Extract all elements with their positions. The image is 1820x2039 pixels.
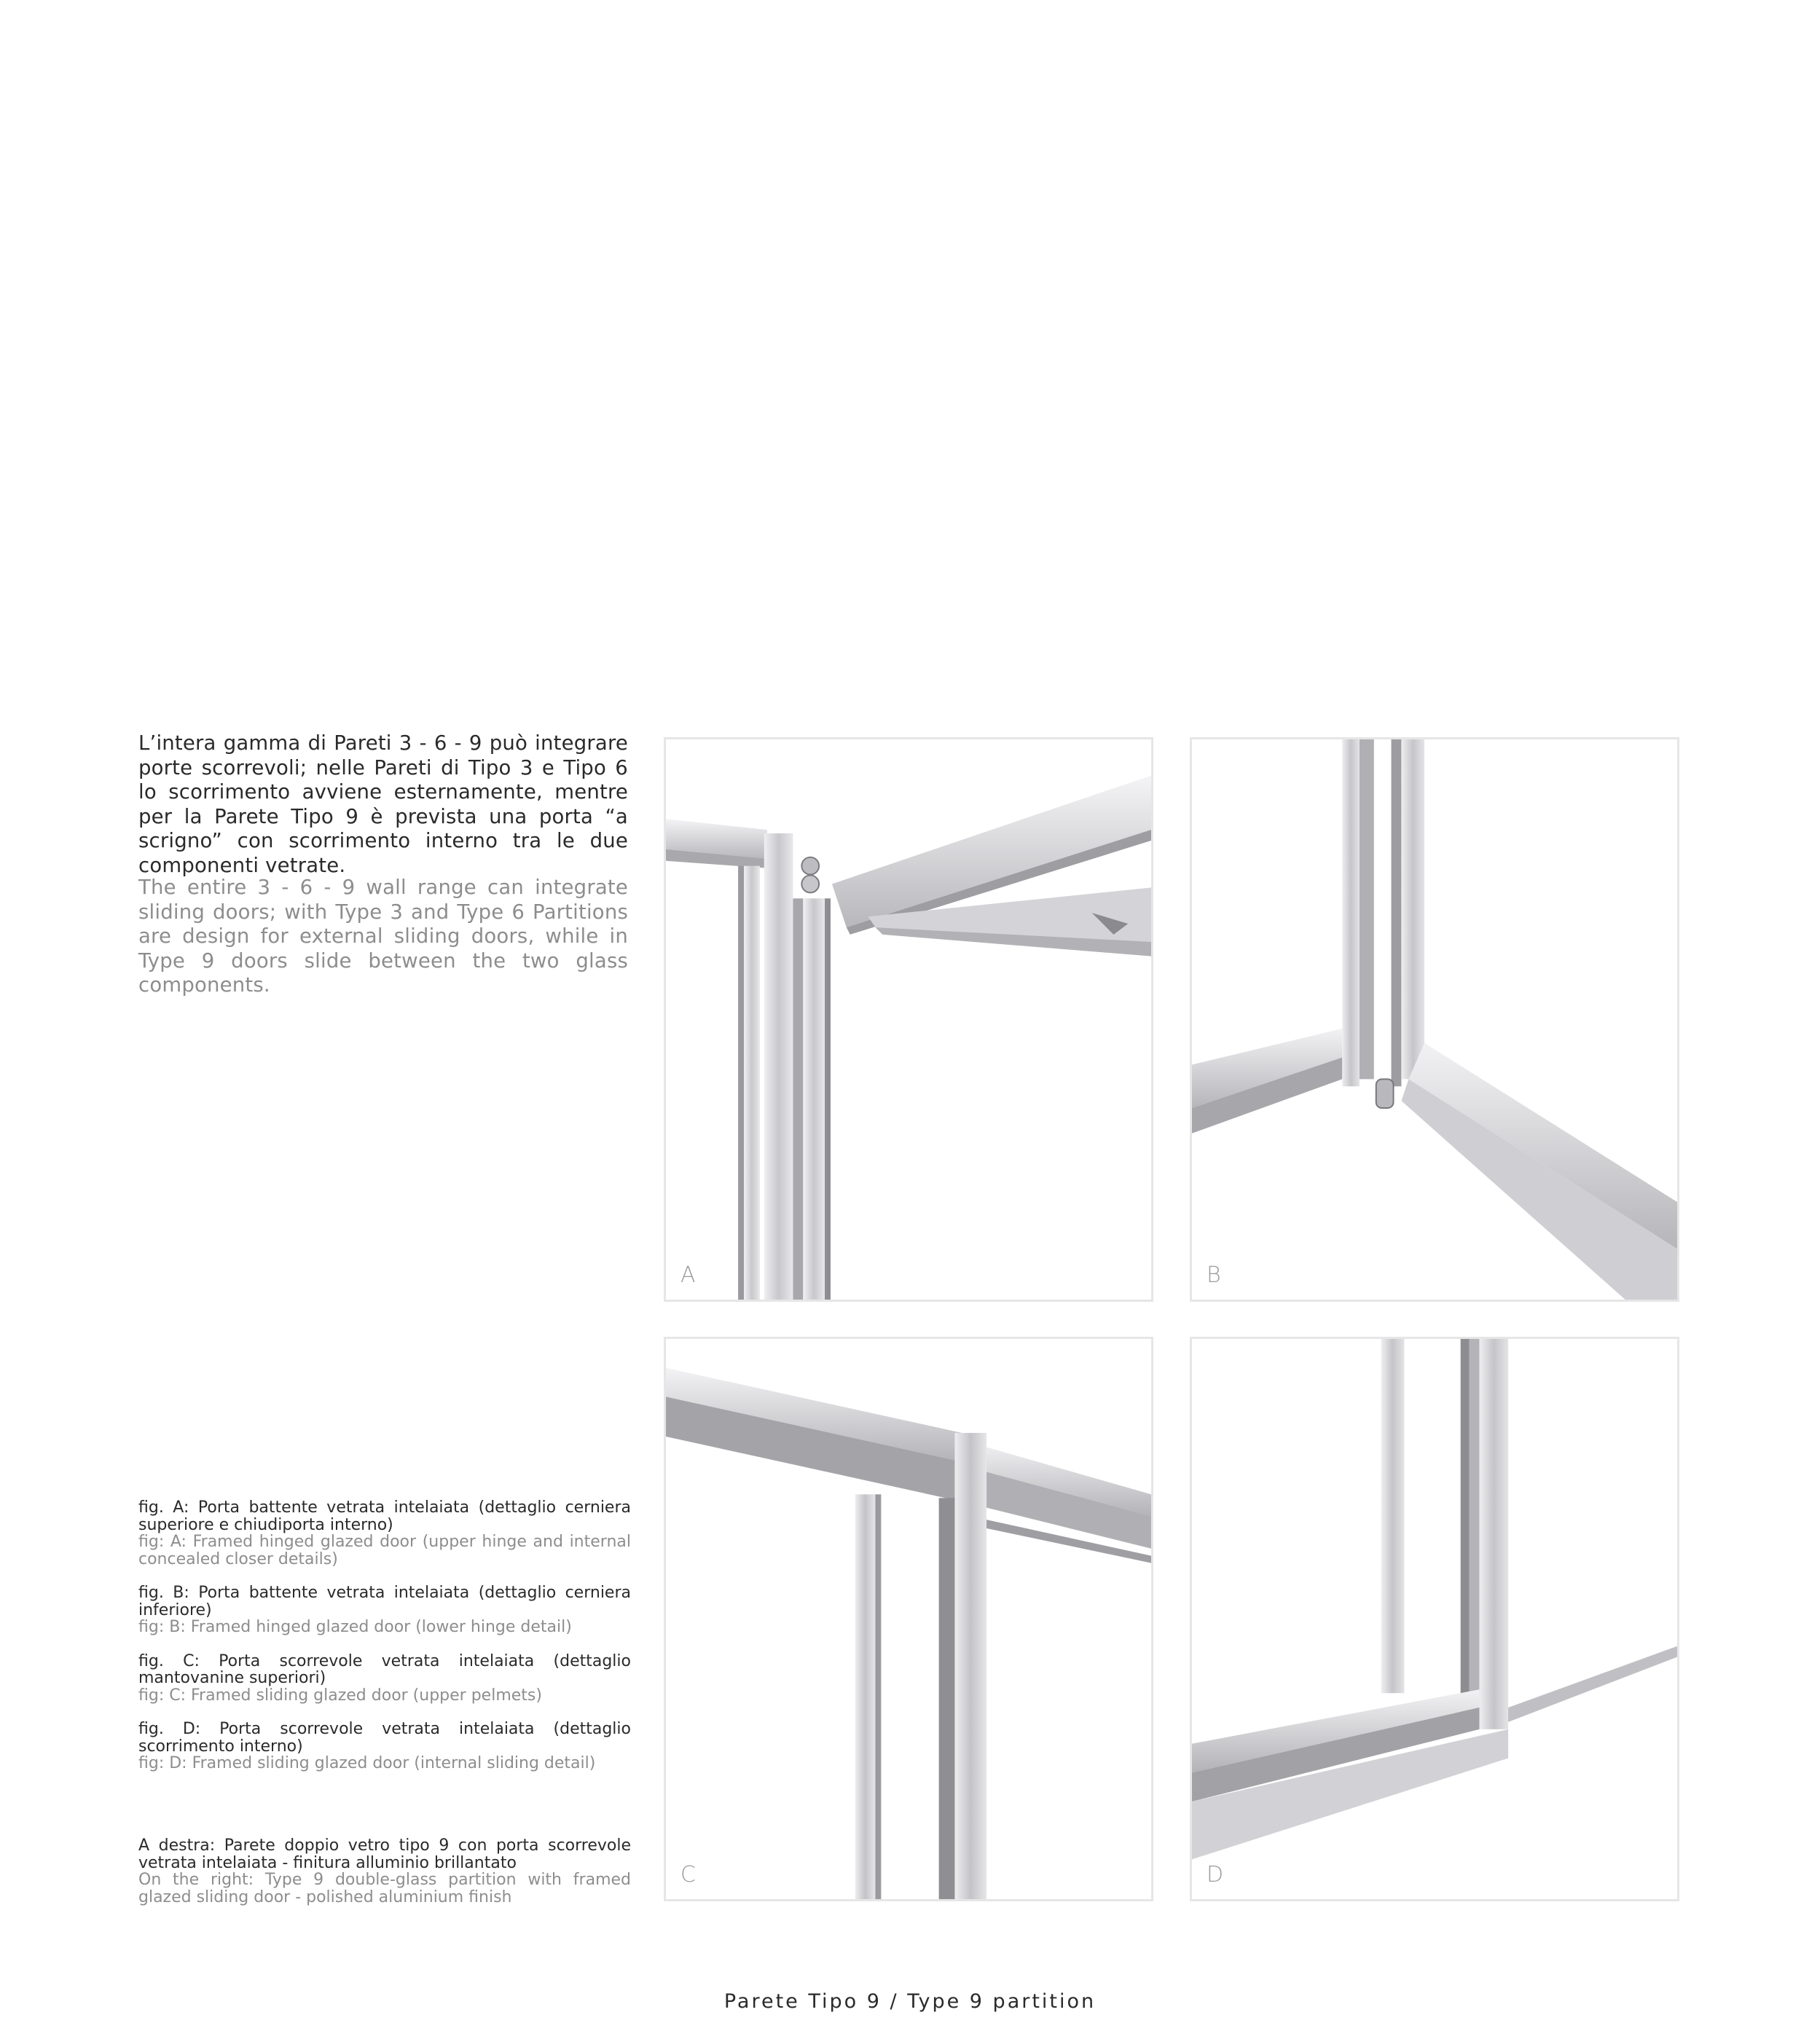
caption-fig-c xyxy=(138,1653,631,1705)
right-caption-italian: A destra: Parete doppio vetro tipo 9 con porta scorrevole vetrata intelaiata - finitura alluminio brillantato xyxy=(138,1836,631,1872)
intro-text-english: The entire 3 - 6 - 9 wall range can integrate sliding doors; with Type 3 and Type 6 Partitions are design for external sliding doors, while in Type 9 doors slide between the two glass components. xyxy=(138,876,628,997)
sliding-door-upper-pelmet-photo-icon xyxy=(666,1339,1151,1899)
right-page-caption xyxy=(138,1837,631,1906)
hinged-door-lower-hinge-photo-icon xyxy=(1192,739,1677,1300)
caption-italian: fig. B: Porta battente vetrata intelaiata (dettaglio cerniera inferiore) xyxy=(138,1584,631,1619)
caption-italian: fig. A: Porta battente vetrata intelaiata (dettaglio cerniera superiore e chiudiporta interno) xyxy=(138,1498,631,1534)
caption-italian: fig. D: Porta scorrevole vetrata intelaiata (dettaglio scorrimento interno) xyxy=(138,1720,631,1756)
right-caption-english: On the right: Type 9 double-glass partition with framed glazed sliding door - polished aluminium finish xyxy=(138,1871,631,1906)
caption-english: fig: D: Framed sliding glazed door (internal sliding detail) xyxy=(138,1754,596,1772)
figure-letter: D xyxy=(1207,1862,1224,1887)
caption-english: fig: C: Framed sliding glazed door (upper pelmets) xyxy=(138,1686,542,1705)
caption-english: fig: B: Framed hinged glazed door (lower hinge detail) xyxy=(138,1618,572,1636)
page-footer: Parete Tipo 9 / Type 9 partition xyxy=(723,1990,1097,2013)
caption-italian: fig. C: Porta scorrevole vetrata intelaiata (dettaglio mantovanine superiori) xyxy=(138,1651,631,1687)
caption-fig-a xyxy=(138,1499,631,1568)
figure-letter: B xyxy=(1207,1262,1221,1288)
figure-d xyxy=(1190,1337,1679,1901)
figure-a xyxy=(664,737,1153,1302)
caption-fig-b xyxy=(138,1584,631,1636)
hinged-door-upper-hinge-photo-icon xyxy=(666,739,1151,1300)
intro-text-italian: L’intera gamma di Pareti 3 - 6 - 9 può integrare porte scorrevoli; nelle Pareti di Tipo 3 e Tipo 6 lo scorrimento avviene esternamente, mentre per la Parete Tipo 9 è prevista una porta “a scrigno” con scorrimento interno tra le due componenti vetrate. xyxy=(138,731,628,877)
caption-english: fig: A: Framed hinged glazed door (upper hinge and internal concealed closer details) xyxy=(138,1533,631,1568)
figure-letter: A xyxy=(680,1262,696,1288)
figure-captions xyxy=(138,1499,631,1789)
sliding-door-internal-track-photo-icon xyxy=(1192,1339,1677,1899)
figure-letter: C xyxy=(680,1862,696,1887)
figure-c xyxy=(664,1337,1153,1901)
caption-fig-d xyxy=(138,1721,631,1772)
figure-b xyxy=(1190,737,1679,1302)
